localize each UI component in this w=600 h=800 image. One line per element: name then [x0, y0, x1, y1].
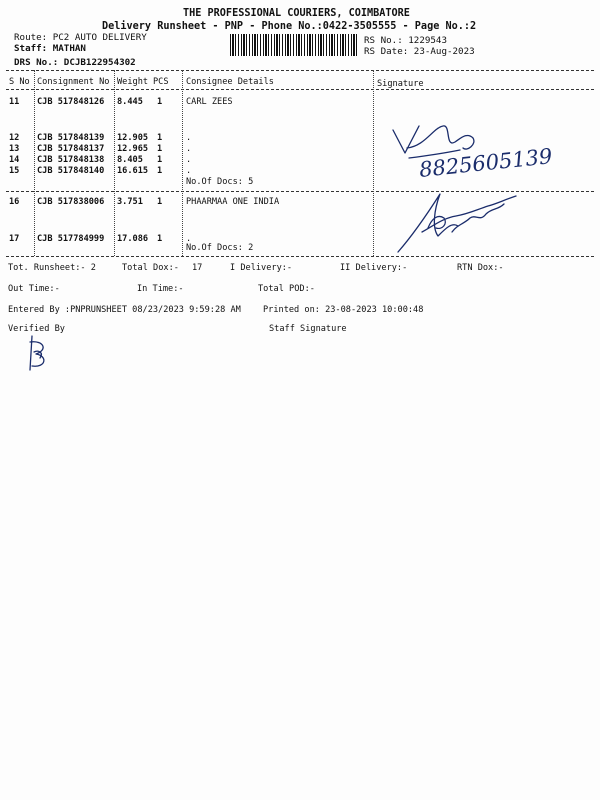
ii-delivery: II Delivery:- — [340, 263, 408, 273]
row-consignment: CJB 517848138 — [37, 155, 105, 165]
verified-by-label: Verified By — [8, 324, 65, 334]
col-header-pcs: PCS — [153, 77, 169, 87]
row-pcs: 1 — [157, 133, 163, 143]
col-header-signature: Signature — [377, 79, 424, 89]
row-pcs: 1 — [157, 144, 163, 154]
row-consignee: . — [186, 166, 192, 176]
drs-number: DRS No.: DCJB122954302 — [14, 57, 136, 68]
docs-count: No.Of Docs: 5 — [186, 177, 254, 187]
col-header-consignee: Consignee Details — [186, 77, 274, 87]
row-pcs: 1 — [157, 234, 163, 244]
row-sno: 14 — [9, 155, 20, 165]
verifier-signature — [22, 330, 62, 375]
row-consignment: CJB 517848140 — [37, 166, 105, 176]
staff-label: Staff: MATHAN — [14, 43, 86, 54]
row-weight: 12.905 — [117, 133, 149, 143]
row-consignment: CJB 517848137 — [37, 144, 105, 154]
row-consignee: PHAARMAA ONE INDIA — [186, 197, 280, 207]
out-time: Out Time:- — [8, 284, 60, 294]
col-header-sno: S No — [9, 77, 30, 87]
row-weight: 12.965 — [117, 144, 149, 154]
i-delivery: I Delivery:- — [230, 263, 293, 273]
row-consignment: CJB 517838006 — [37, 197, 105, 207]
row-consignment: CJB 517848139 — [37, 133, 105, 143]
table-header-rule — [6, 89, 594, 90]
row-weight: 17.086 — [117, 234, 149, 244]
row-weight: 8.405 — [117, 155, 143, 165]
handwritten-signature-2 — [392, 188, 532, 258]
in-time: In Time:- — [137, 284, 184, 294]
entered-by: Entered By :PNPRUNSHEET 08/23/2023 9:59:28 AM — [8, 305, 241, 315]
printed-on: Printed on: 23-08-2023 10:00:48 — [263, 305, 424, 315]
col-header-consignment: Consignment No — [37, 77, 110, 87]
barcode — [230, 34, 358, 56]
row-consignment: CJB 517784999 — [37, 234, 105, 244]
row-consignee: . — [186, 144, 192, 154]
row-consignee: . — [186, 155, 192, 165]
row-sno: 13 — [9, 144, 20, 154]
row-pcs: 1 — [157, 97, 163, 107]
row-sno: 17 — [9, 234, 20, 244]
table-top-rule — [6, 70, 594, 71]
rtn-dox: RTN Dox:- — [457, 263, 504, 273]
total-dox-value: 17 — [192, 263, 203, 273]
docs-count: No.Of Docs: 2 — [186, 243, 254, 253]
rs-number: RS No.: 1229543 — [364, 35, 447, 46]
row-weight: 8.445 — [117, 97, 143, 107]
handwritten-phone-text: 8825605139 — [418, 144, 554, 182]
total-runsheet: Tot. Runsheet:- 2 — [8, 263, 96, 273]
row-sno: 11 — [9, 97, 20, 107]
row-consignee: . — [186, 133, 192, 143]
column-divider — [182, 70, 183, 256]
col-header-weight: Weight — [117, 77, 149, 87]
route-label: Route: PC2 AUTO DELIVERY — [14, 32, 147, 43]
total-pod: Total POD:- — [258, 284, 315, 294]
rs-date: RS Date: 23-Aug-2023 — [364, 46, 475, 57]
row-weight: 3.751 — [117, 197, 143, 207]
row-consignee: . — [186, 234, 192, 244]
company-name: THE PROFESSIONAL COURIERS, COIMBATORE — [183, 8, 410, 19]
column-divider — [114, 70, 115, 256]
row-sno: 16 — [9, 197, 20, 207]
column-divider — [34, 70, 35, 256]
staff-signature-label: Staff Signature — [269, 324, 347, 334]
column-divider — [373, 70, 374, 256]
row-sno: 12 — [9, 133, 20, 143]
row-pcs: 1 — [157, 166, 163, 176]
row-pcs: 1 — [157, 155, 163, 165]
row-weight: 16.615 — [117, 166, 149, 176]
row-pcs: 1 — [157, 197, 163, 207]
handwritten-phone-number — [418, 144, 554, 185]
row-consignment: CJB 517848126 — [37, 97, 105, 107]
total-dox-label: Total Dox:- — [122, 263, 179, 273]
row-consignee: CARL ZEES — [186, 97, 233, 107]
runsheet-title: Delivery Runsheet - PNP - Phone No.:0422-3505555 - Page No.:2 — [102, 21, 477, 32]
row-sno: 15 — [9, 166, 20, 176]
